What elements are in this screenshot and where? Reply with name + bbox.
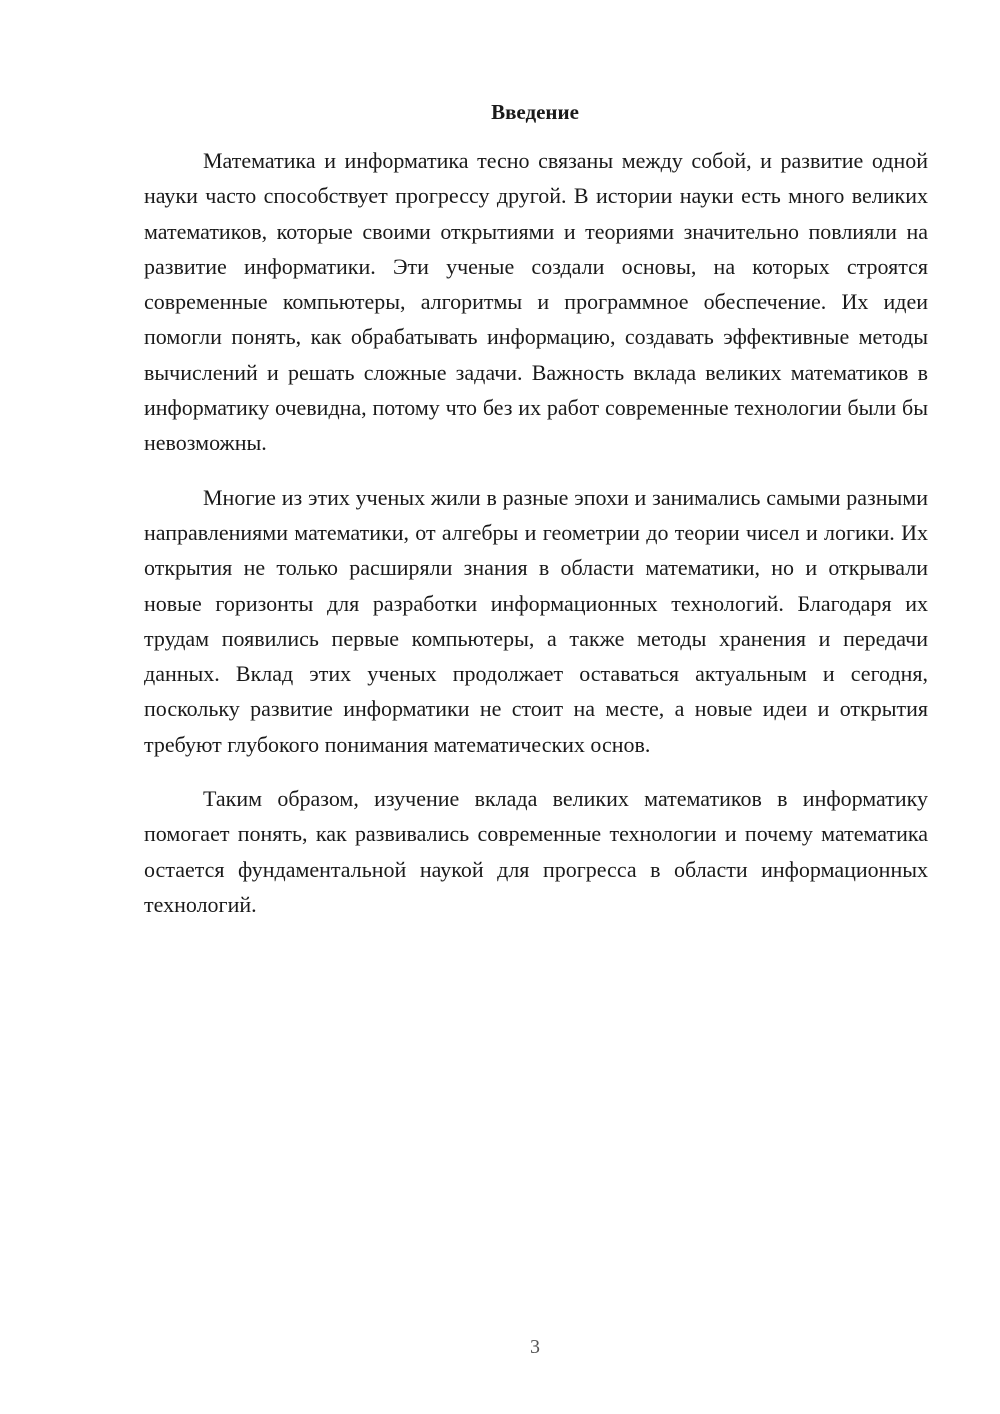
page-number: 3: [530, 1336, 540, 1358]
document-body: [144, 143, 928, 922]
section-title: Введение: [491, 100, 579, 124]
paragraph-2: Многие из этих ученых жили в разные эпохи и занимались самыми разными направлениями математики, от алгебры и геометрии до теории чисел и логики. Их открытия не только расширяли знания в области математики, но и открывали новые горизонты для разработки информационных технологий. Благодаря их трудам появились первые компьютеры, а также методы хранения и передачи данных. Вклад этих ученых продолжает оставаться актуальным и сегодня, поскольку развитие информатики не стоит на месте, а новые идеи и открытия требуют глубокого понимания математических основ.: [144, 484, 928, 757]
paragraph-3: Таким образом, изучение вклада великих математиков в информатику помогает понять, как развивались современные технологии и почему математика остается фундаментальной наукой для прогресса в области информационных технологий.: [144, 786, 928, 917]
paragraph-1: Математика и информатика тесно связаны между собой, и развитие одной науки часто способствует прогрессу другой. В истории науки есть много великих математиков, которые своими открытиями и теориями значительно повлияли на развитие информатики. Эти ученые создали основы, на которых строятся современные компьютеры, алгоритмы и программное обеспечение. Их идеи помогли понять, как обрабатывать информацию, создавать эффективные методы вычислений и решать сложные задачи. Важность вклада великих математиков в информатику очевидна, потому что без их работ современные технологии были бы невозможны.: [144, 148, 928, 456]
